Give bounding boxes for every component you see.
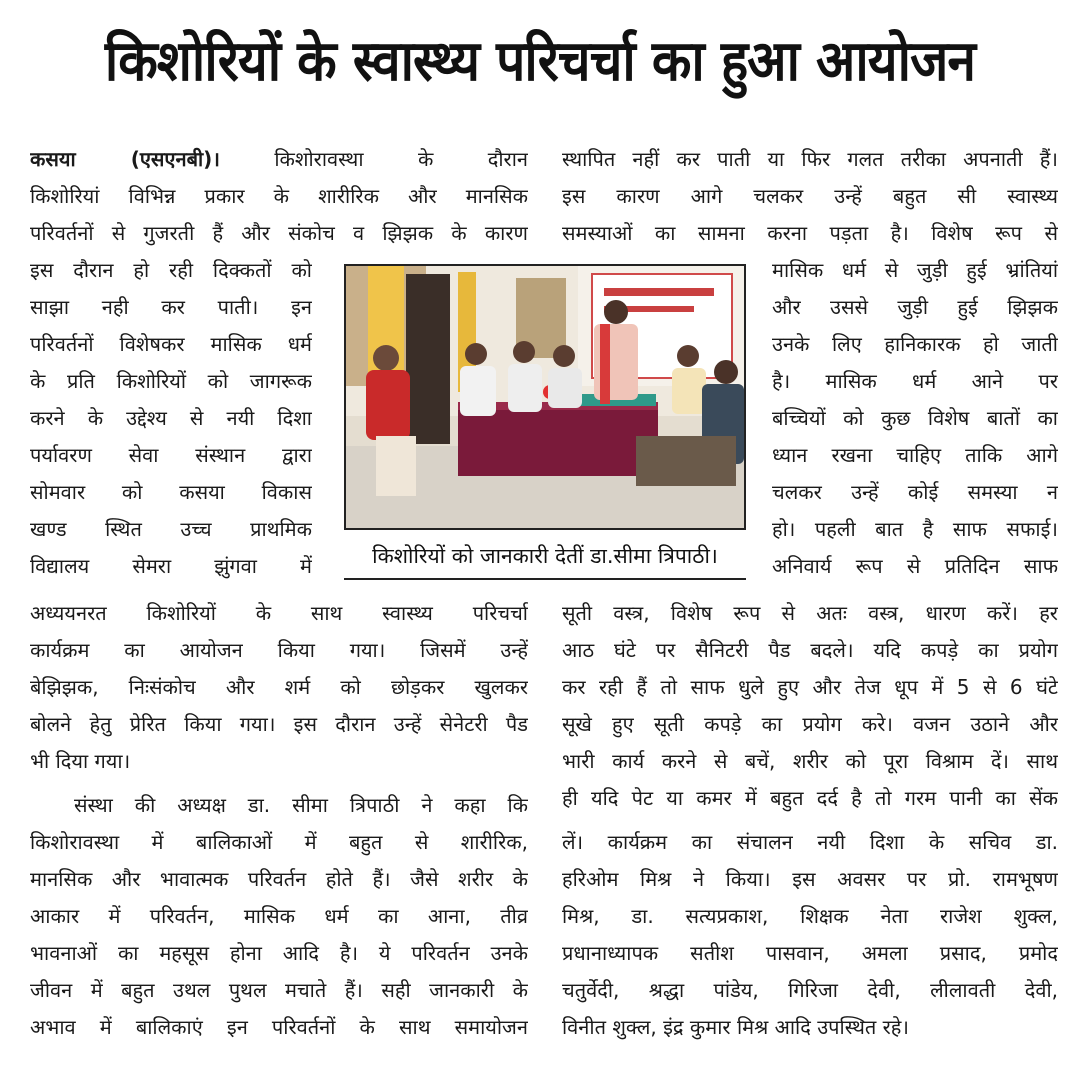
- left-line-18: संस्था की अध्यक्ष डा. सीमा त्रिपाठी ने कहा कि: [74, 793, 528, 817]
- right-line-23: चतुर्वेदी, श्रद्धा पांडेय, गिरिजा देवी, लीलावती देवी,: [562, 978, 1058, 1002]
- event-photo: [344, 264, 746, 530]
- right-line-21: मिश्र, डा. सत्यप्रकाश, शिक्षक नेता राजेश शुक्ल,: [562, 904, 1058, 928]
- left-line-15: बेझिझक, निःसंकोच और शर्म को छोड़कर खुलकर: [30, 675, 528, 699]
- photo-caption: किशोरियों को जानकारी देतीं डा.सीमा त्रिपाठी।: [344, 538, 746, 580]
- left-line-24: अभाव में बालिकाएं इन परिवर्तनों के साथ समायोजन: [30, 1015, 528, 1039]
- left-line-4: इस दौरान हो रही दिक्कतों को: [30, 258, 312, 282]
- right-line-9: ध्यान रखना चाहिए ताकि आगे: [772, 443, 1058, 467]
- left-line-10: सोमवार को कसया विकास: [30, 480, 312, 504]
- right-line-14: आठ घंटे पर सैनिटरी पैड बदले। यदि कपड़े का प्रयोग: [562, 638, 1058, 662]
- right-line-17: भारी कार्य करने से बचें, शरीर को पूरा विश्राम दें। साथ: [562, 749, 1058, 773]
- right-line-5: और उससे जुड़ी हुई झिझक: [772, 295, 1058, 319]
- left-line-7: के प्रति किशोरियों को जागरूक: [30, 369, 312, 393]
- event-photo-illustration: [346, 266, 744, 528]
- right-line-1: स्थापित नहीं कर पाती या फिर गलत तरीका अपनाती हैं।: [562, 147, 1058, 171]
- left-line-11: खण्ड स्थित उच्च प्राथमिक: [30, 517, 312, 541]
- right-line-7: है। मासिक धर्म आने पर: [772, 369, 1058, 393]
- left-line-20: मानसिक और भावात्मक परिवर्तन होते हैं। जैसे शरीर के: [30, 867, 528, 891]
- right-line-18: ही यदि पेट या कमर में बहुत दर्द है तो गरम पानी का सेंक: [562, 786, 1058, 810]
- left-line-16: बोलने हेतु प्रेरित किया गया। इस दौरान उन्हें सेनेटरी पैड: [30, 712, 528, 736]
- left-line-1: [30, 144, 528, 178]
- right-line-16: सूखे हुए सूती कपड़े का प्रयोग करे। वजन उठाने और: [562, 712, 1058, 736]
- left-line-8: करने के उद्देश्य से नयी दिशा: [30, 406, 312, 430]
- left-line-3: परिवर्तनों से गुजरती हैं और संकोच व झिझक के कारण: [30, 221, 528, 245]
- left-line-21: आकार में परिवर्तन, मासिक धर्म का आना, तीव्र: [30, 904, 528, 928]
- left-line-14: कार्यक्रम का आयोजन किया गया। जिसमें उन्हें: [30, 638, 528, 662]
- right-line-6: उनके लिए हानिकारक हो जाती: [772, 332, 1058, 356]
- right-line-13: सूती वस्त्र, विशेष रूप से अतः वस्त्र, धारण करें। हर: [562, 601, 1058, 625]
- right-line-8: बच्चियों को कुछ विशेष बातों का: [772, 406, 1058, 430]
- left-line-9: पर्यावरण सेवा संस्थान द्वारा: [30, 443, 312, 467]
- right-line-20: हरिओम मिश्र ने किया। इस अवसर पर प्रो. रामभूषण: [562, 867, 1058, 891]
- byline: कसया (एसएनबी)।: [30, 147, 220, 171]
- left-line-1-text: किशोरावस्था के दौरान: [274, 147, 528, 171]
- headline: किशोरियों के स्वास्थ्य परिचर्चा का हुआ आयोजन: [104, 29, 976, 94]
- left-line-22: भावनाओं का महसूस होना आदि है। ये परिवर्तन उनके: [30, 941, 528, 965]
- right-line-24: विनीत शुक्ल, इंद्र कुमार मिश्र आदि उपस्थित रहे।: [562, 1015, 909, 1039]
- right-line-19: लें। कार्यक्रम का संचालन नयी दिशा के सचिव डा.: [562, 830, 1058, 854]
- right-line-4: मासिक धर्म से जुड़ी हुई भ्रांतियां: [772, 258, 1058, 282]
- right-line-22: प्रधानाध्यापक सतीश पासवान, अमला प्रसाद, प्रमोद: [562, 941, 1058, 965]
- left-line-12: विद्यालय सेमरा झुंगवा में: [30, 554, 312, 578]
- left-line-2: किशोरियां विभिन्न प्रकार के शारीरिक और मानसिक: [30, 184, 528, 208]
- left-line-6: परिवर्तनों विशेषकर मासिक धर्म: [30, 332, 312, 356]
- right-line-2: इस कारण आगे चलकर उन्हें बहुत सी स्वास्थ्य: [562, 184, 1058, 208]
- right-line-12: अनिवार्य रूप से प्रतिदिन साफ: [772, 554, 1058, 578]
- right-line-15: कर रही हैं तो साफ धुले हुए और तेज धूप में 5 से 6 घंटे: [562, 675, 1058, 699]
- left-line-17: भी दिया गया।: [30, 749, 131, 773]
- left-line-13: अध्ययनरत किशोरियों के साथ स्वास्थ्य परिचर्चा: [30, 601, 528, 625]
- right-line-10: चलकर उन्हें कोई समस्या न: [772, 480, 1058, 504]
- right-line-11: हो। पहली बात है साफ सफाई।: [772, 517, 1058, 541]
- right-line-3: समस्याओं का सामना करना पड़ता है। विशेष रूप से: [562, 221, 1058, 245]
- left-line-19: किशोरावस्था में बालिकाओं में बहुत से शारीरिक,: [30, 830, 528, 854]
- left-line-23: जीवन में बहुत उथल पुथल मचाते हैं। सही जानकारी के: [30, 978, 528, 1002]
- left-line-5: साझा नही कर पाती। इन: [30, 295, 312, 319]
